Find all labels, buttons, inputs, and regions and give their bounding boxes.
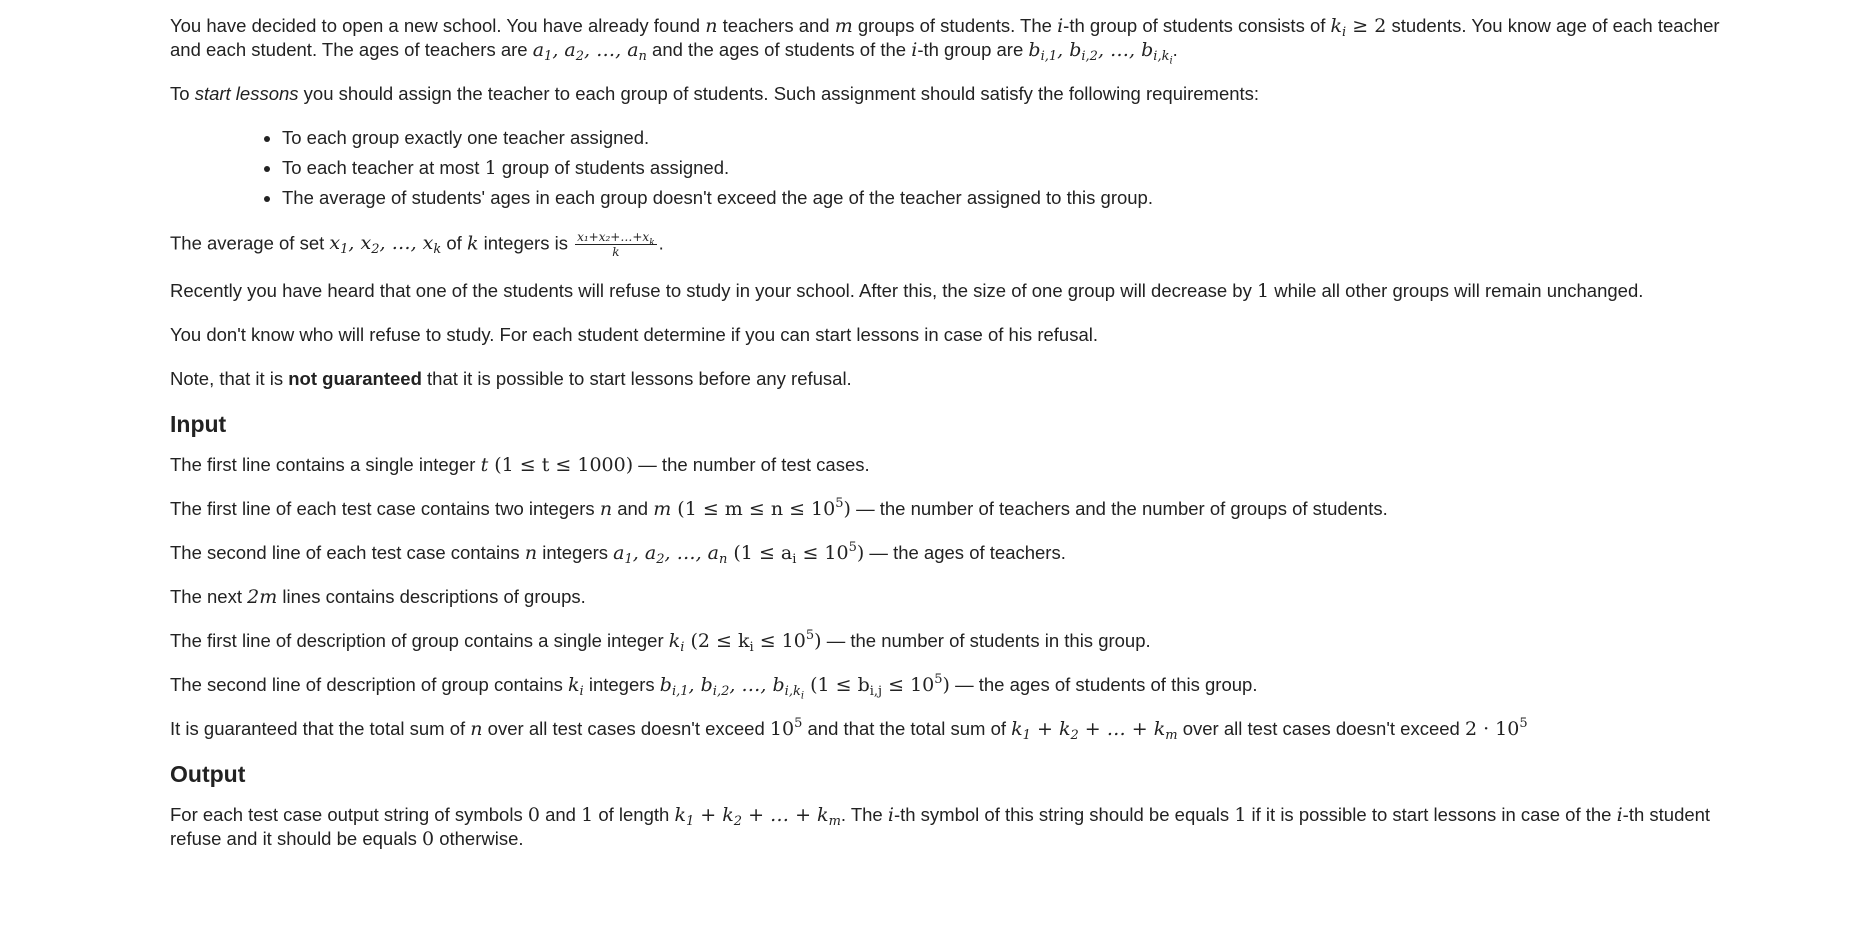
teacher-ages-formula: $a_1$, $a_2$, …, $a_n$ bbox=[532, 39, 647, 64]
input-line: The first line contains a single integer t (1 ≤ t ≤ 1000) — the number of test cases. bbox=[170, 454, 870, 476]
input-line: The first line of each test case contains two integers n and m $(1 \le m \le n \le 10^5)$ — the number of teachers and the number of groups of students. bbox=[170, 496, 1388, 520]
input-line: It is guaranteed that the total sum of n over all test cases doesn't exceed $10^5$ and that the total sum of $k_1 + k_2$ + … + $k_m$ over all test cases doesn't exceed $2 \cdot 10^5$ bbox=[170, 716, 1528, 743]
requirements-list bbox=[170, 126, 1730, 210]
refusal-paragraph: Recently you have heard that one of the students will refuse to study in your school. After this, the size of one group will decrease by 1 while all other groups will remain unchanged. bbox=[170, 280, 1644, 302]
student-ages-formula: $b_{i,1}$, $b_{i,2}$, …, $b_{i,k_i}$ bbox=[1028, 39, 1173, 67]
input-line: The next 2m lines contains descriptions of groups. bbox=[170, 586, 586, 608]
requirements-intro: To start lessons you should assign the teacher to each group of students. Such assignment should satisfy the following requirements: bbox=[170, 83, 1260, 104]
input-line: The first line of description of group contains a single integer $k_i$ $(2 \le k_i \le 10^5)$ — the number of students in this group. bbox=[170, 628, 1151, 655]
average-fraction: $\frac{x_1+x_2+\dots+x_k}{k}$ bbox=[577, 230, 655, 259]
average-definition: The average of set $x_1$, $x_2$, …, $x_k$ of k integers is $\frac{x_1+x_2+\dots+x_k}{k}$ . bbox=[170, 230, 664, 259]
note-paragraph: Note, that it is not guaranteed that it is possible to start lessons before any refusal. bbox=[170, 368, 852, 389]
input-line: The second line of description of group contains $k_i$ integers $b_{i,1}$, $b_{i,2}$, …, $b_{i,k_i}$ $(1 \le b_{i,j} \le 10^5)$ — the ages of students of this group. bbox=[170, 672, 1258, 702]
intro-paragraph: You have decided to open a new school. You have already found n teachers and m groups of students. The i-th group of students consists of $k_i \ge 2$ students. You know age of each teacher and each student. The ages of teachers are $a_1$, $a_2$, …, $a_n$ and the ages of students of the i-th group are $b_{i,1}$, $b_{i,2}$, …, $b_{i,k_i}$. bbox=[170, 15, 1720, 67]
list-item: • The average of students' ages in each group doesn't exceed the age of the teacher assigned to this group. bbox=[282, 186, 1730, 210]
list-item: • To each teacher at most 1 group of students assigned. bbox=[282, 156, 1730, 180]
task-paragraph: You don't know who will refuse to study. For each student determine if you can start lessons in case of his refusal. bbox=[170, 324, 1098, 345]
output-line: For each test case output string of symbols 0 and 1 of length $k_1 + k_2$ + … + $k_m$. The i-th symbol of this string should be equals 1 if it is possible to start lessons in case of the i-th student refuse and it should be equals 0 otherwise. bbox=[170, 804, 1711, 850]
set-formula: $x_1$, $x_2$, …, $x_k$ bbox=[329, 232, 442, 258]
output-heading: Output bbox=[170, 761, 246, 787]
problem-statement bbox=[170, 14, 1730, 871]
input-line: The second line of each test case contains n integers $a_1$, $a_2$, …, $a_n$ $(1 \le a_i \le 10^5)$ — the ages of teachers. bbox=[170, 540, 1066, 567]
list-item: • To each group exactly one teacher assigned. bbox=[282, 126, 1730, 150]
input-heading: Input bbox=[170, 411, 227, 437]
